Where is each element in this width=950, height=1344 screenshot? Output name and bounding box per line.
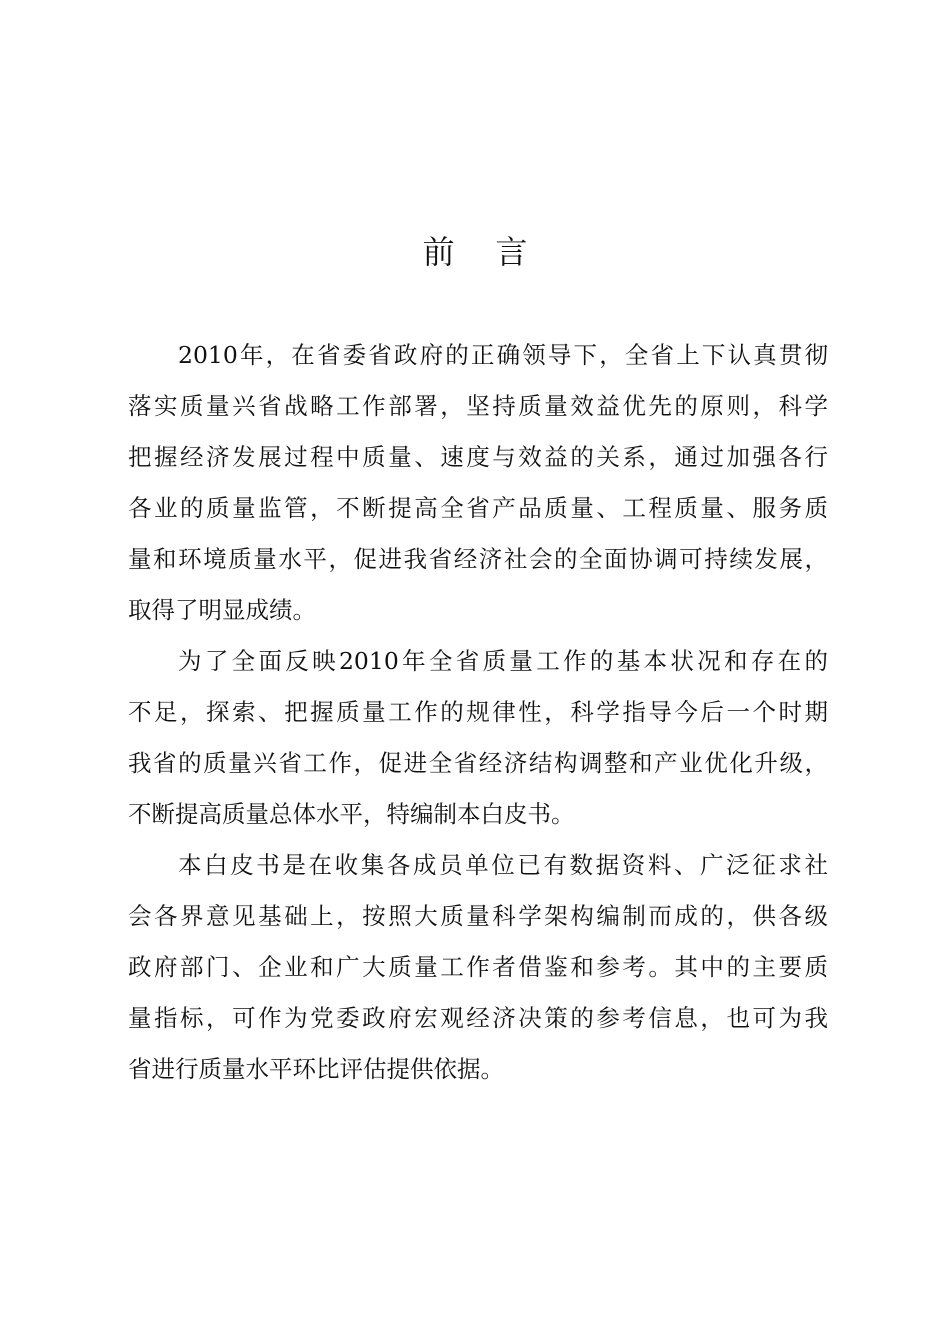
text-line: 量指标，可作为党委政府宏观经济决策的参考信息，也可为我 bbox=[128, 1004, 828, 1032]
text-line: 为了全面反映2010年全省质量工作的基本状况和存在的 bbox=[178, 647, 828, 675]
text-line: 省进行质量水平环比评估提供依据。 bbox=[128, 1055, 504, 1083]
body-text bbox=[128, 330, 828, 1095]
text-line: 把握经济发展过程中质量、速度与效益的关系，通过加强各行 bbox=[128, 443, 828, 471]
paragraph-3 bbox=[128, 840, 828, 1095]
text-line: 取得了明显成绩。 bbox=[128, 596, 316, 624]
text-line: 本白皮书是在收集各成员单位已有数据资料、广泛征求社 bbox=[178, 851, 828, 879]
text-line: 我省的质量兴省工作，促进全省经济结构调整和产业优化升级， bbox=[128, 749, 828, 777]
text-line: 2010年，在省委省政府的正确领导下，全省上下认真贯彻 bbox=[178, 341, 828, 369]
page-title: 前 言 bbox=[422, 233, 528, 271]
text-line: 会各界意见基础上，按照大质量科学架构编制而成的，供各级 bbox=[128, 902, 828, 930]
text-line: 不足，探索、把握质量工作的规律性，科学指导今后一个时期 bbox=[128, 698, 828, 726]
text-line: 量和环境质量水平，促进我省经济社会的全面协调可持续发展， bbox=[128, 545, 828, 573]
text-line: 不断提高质量总体水平，特编制本白皮书。 bbox=[128, 800, 575, 828]
paragraph-1 bbox=[128, 330, 828, 636]
text-line: 各业的质量监管，不断提高全省产品质量、工程质量、服务质 bbox=[128, 494, 828, 522]
paragraph-2 bbox=[128, 636, 828, 840]
text-line: 落实质量兴省战略工作部署，坚持质量效益优先的原则，科学 bbox=[128, 392, 828, 420]
text-line: 政府部门、企业和广大质量工作者借鉴和参考。其中的主要质 bbox=[128, 953, 828, 981]
